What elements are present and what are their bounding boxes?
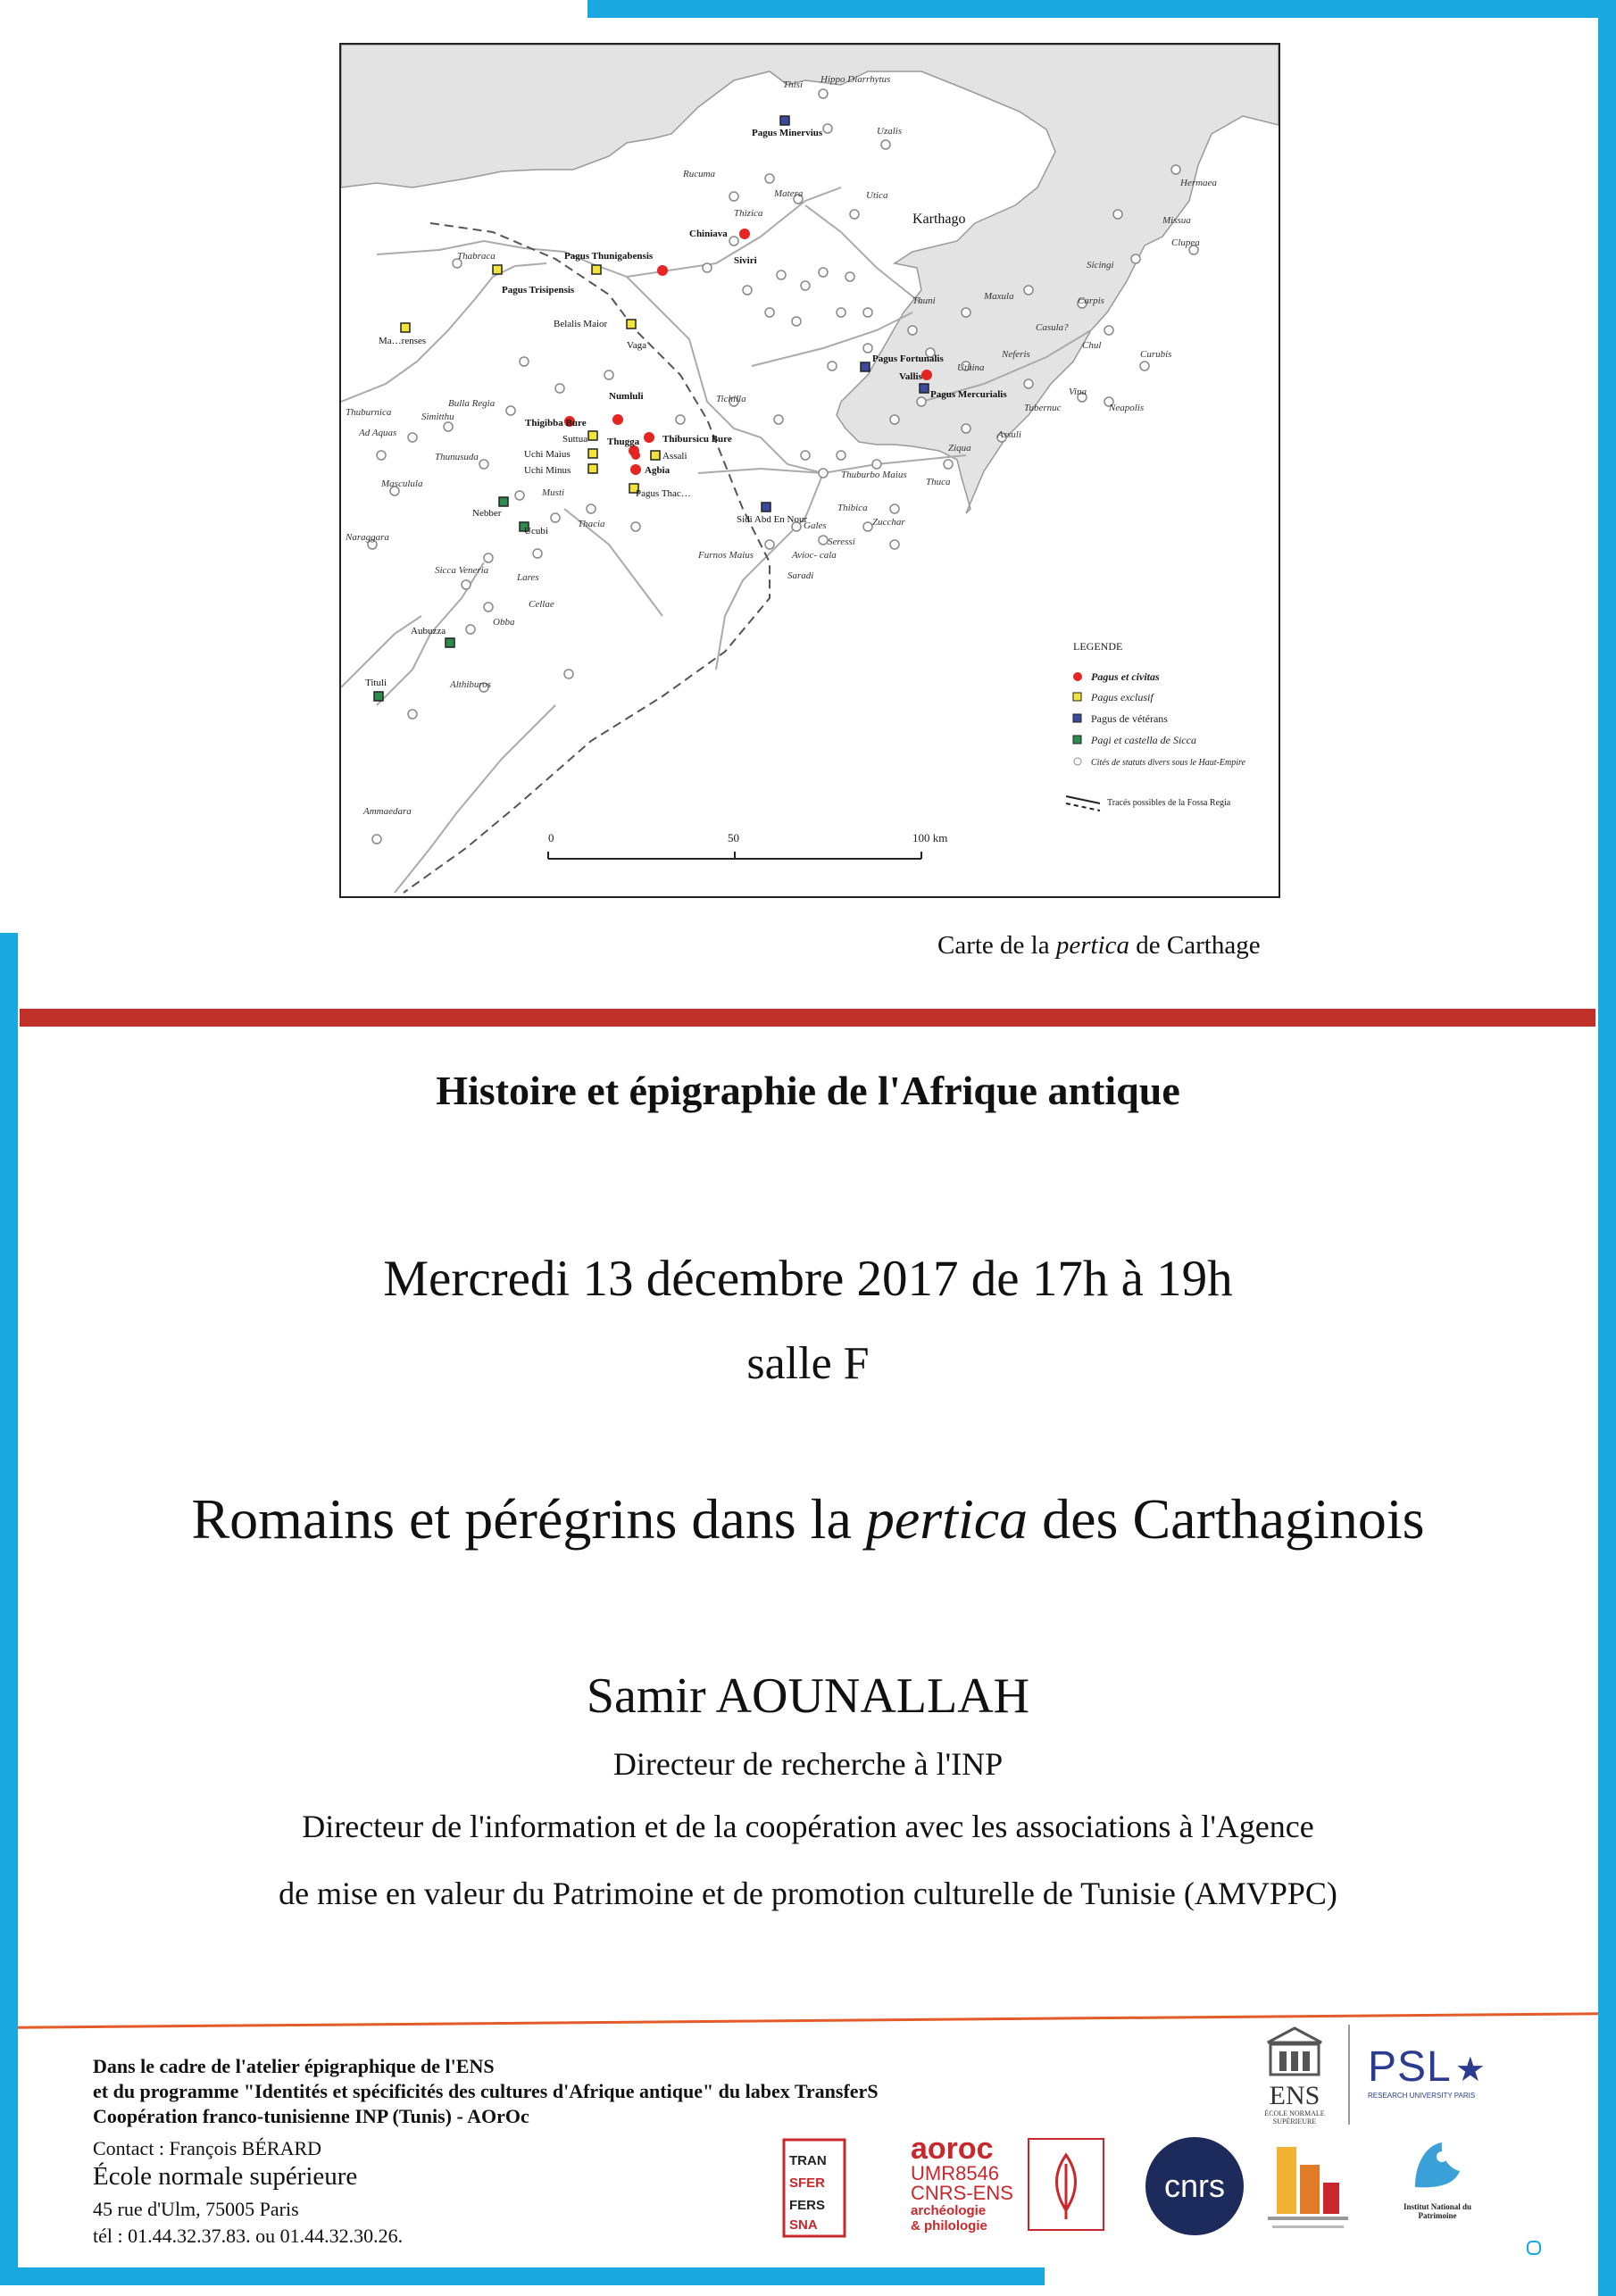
legend-item-4: Cités de statuts divers sous le Haut-Empire	[1091, 758, 1245, 768]
series-title: Histoire et épigraphie de l'Afrique antique	[436, 1068, 1180, 1113]
label-uzalis: Uzalis	[877, 126, 903, 137]
label-gales: Gales	[804, 520, 827, 531]
label-naraggara: Naraggara	[346, 532, 389, 543]
ens-building-icon	[1263, 2025, 1326, 2078]
label-chul: Chul	[1082, 340, 1102, 351]
label-pagus-trisipensis: Pagus Trisipensis	[502, 285, 575, 295]
legend-title: LEGENDE	[1073, 640, 1123, 653]
footer-divider	[18, 2012, 1598, 2028]
label-thabraca: Thabraca	[457, 251, 496, 262]
label-numluli: Numluli	[609, 391, 644, 402]
label-thisi: Thisi	[783, 79, 804, 90]
label-tubernuc: Tubernuc	[1024, 403, 1062, 413]
aoroc-l1: UMR8546	[911, 2162, 1000, 2184]
psl-logo	[1368, 2042, 1502, 2100]
legend-item-2: Pagus de vétérans	[1091, 712, 1168, 725]
label-ammaedara: Ammaedara	[363, 806, 412, 817]
map-caption: Carte de la pertica de Carthage	[937, 931, 1261, 960]
label-ziqua: Ziqua	[948, 443, 971, 453]
label-karthago: Karthago	[912, 212, 966, 227]
label-saradi: Saradi	[787, 570, 814, 581]
cnrs-logo	[1145, 2137, 1244, 2235]
label-hippo: Hippo Diarrhytus	[820, 74, 891, 85]
label-thunusuda: Thunusuda	[435, 452, 479, 462]
aoroc-title: aoroc	[911, 2132, 994, 2166]
speaker-role-2: Directeur de l'information et de la coopération avec les associations à l'Agence	[302, 1809, 1314, 1844]
psl-sub: RESEARCH UNIVERSITY PARIS	[1368, 2092, 1476, 2100]
label-vallis: Vallis	[899, 371, 922, 382]
label-uchi-minus: Uchi Minus	[524, 465, 571, 476]
label-thuburbo: Thuburbo Maius	[841, 470, 907, 480]
label-thuburnica: Thuburnica	[346, 407, 392, 418]
inp-logo	[1384, 2134, 1491, 2241]
ens-logo	[1250, 2025, 1339, 2125]
label-carpis: Carpis	[1078, 295, 1104, 306]
svg-text:SNA: SNA	[789, 2217, 818, 2233]
footer-phone: tél : 01.44.32.37.83. ou 01.44.32.30.26.	[93, 2225, 404, 2247]
label-maxula: Maxula	[984, 291, 1014, 302]
event-room: salle F	[746, 1338, 870, 1389]
heritage-agency-logo	[1250, 2138, 1364, 2238]
label-uchi-maius: Uchi Maius	[524, 449, 571, 460]
speaker-role-3: de mise en valeur du Patrimoine et de promotion culturelle de Tunisie (AMVPPC)	[279, 1876, 1337, 1911]
logo-separator	[1348, 2025, 1350, 2125]
label-chiniava: Chiniava	[689, 229, 728, 239]
label-obba: Obba	[493, 617, 515, 628]
label-pagus-minervius: Pagus Minervius	[752, 128, 823, 138]
label-thacia: Thacia	[578, 519, 605, 529]
label-aubuzza: Aubuzza	[411, 626, 446, 636]
label-thibica: Thibica	[837, 503, 868, 513]
legend-item-1: Pagus exclusif	[1091, 691, 1154, 703]
speaker-name: Samir AOUNALLAH	[586, 1668, 1030, 1724]
label-thuni: Thuni	[912, 295, 936, 306]
label-sicca: Sicca Veneria	[435, 565, 489, 576]
quill-pen-icon	[1027, 2137, 1105, 2232]
label-lares: Lares	[517, 572, 539, 583]
label-zucchar: Zucchar	[872, 517, 905, 528]
transfers-logo	[782, 2138, 846, 2238]
blue-frame-right	[1598, 0, 1616, 2296]
label-seressi: Seressi	[828, 537, 855, 547]
blue-frame-bottom	[0, 2267, 1045, 2285]
aoroc-logo	[911, 2134, 1107, 2239]
svg-text:TRAN: TRAN	[789, 2153, 827, 2168]
label-neapolis: Neapolis	[1109, 403, 1145, 413]
blue-frame-left	[0, 933, 18, 2285]
green-markers	[374, 497, 529, 701]
label-belalis-maior: Belalis Maior	[554, 319, 608, 329]
transfers-mark-icon	[782, 2138, 846, 2238]
corner-dot-icon	[1527, 2241, 1541, 2255]
label-sicingi: Sicingi	[1087, 260, 1114, 270]
event-date: Mercredi 13 décembre 2017 de 17h à 19h	[383, 1251, 1233, 1307]
scale-end: 100 km	[912, 831, 948, 844]
label-pagus-fortunalis: Pagus Fortunalis	[872, 354, 944, 364]
aoroc-l3: archéologie	[911, 2203, 987, 2218]
scale-zero: 0	[548, 831, 554, 844]
label-avioccala: Avioc- cala	[792, 550, 837, 561]
footer-line-3: Coopération franco-tunisienne INP (Tunis) - AOrOc	[93, 2105, 529, 2127]
scale-mid: 50	[728, 831, 739, 844]
legend-item-0: Pagus et civitas	[1091, 670, 1160, 683]
label-ad-aquas: Ad Aquas	[359, 428, 397, 438]
label-suttua: Suttua	[562, 434, 588, 445]
label-rucuma: Rucuma	[683, 169, 716, 179]
svg-text:SFER: SFER	[789, 2175, 826, 2191]
inp-emblem-icon	[1406, 2134, 1469, 2198]
label-pagus-mercurialis: Pagus Mercurialis	[930, 389, 1007, 400]
speaker-role-1: Directeur de recherche à l'INP	[612, 1746, 1004, 1782]
ens-sub1: ÉCOLE NORMALE	[1264, 2109, 1325, 2117]
inp-caption: Institut National du Patrimoine	[1403, 2202, 1472, 2220]
talk-title: Romains et pérégrins dans la pertica des Carthaginois	[191, 1487, 1425, 1551]
label-uthina: Uthina	[957, 362, 985, 373]
label-tituli: Tituli	[365, 678, 387, 688]
aoroc-l4: & philologie	[911, 2218, 987, 2234]
sea-area	[341, 45, 1279, 513]
label-cellae: Cellae	[529, 599, 554, 610]
heritage-arch-icon	[1250, 2138, 1364, 2238]
label-bulla-regia: Bulla Regia	[448, 398, 496, 409]
svg-text:FERS: FERS	[789, 2198, 826, 2213]
aoroc-l2: CNRS-ENS	[911, 2182, 1013, 2204]
label-musti: Musti	[542, 487, 565, 498]
label-thugga: Thugga	[607, 437, 640, 447]
map-svg	[341, 45, 1279, 896]
label-masculula: Masculula	[381, 478, 423, 489]
label-thibursicu: Thibursicu Bure	[662, 434, 732, 445]
label-pagus-thac: Pagus Thac…	[636, 488, 691, 499]
scale-bar	[548, 831, 947, 859]
legend-item-5: Tracés possibles de la Fossa Regia	[1107, 798, 1231, 808]
pertica-map	[339, 43, 1280, 898]
red-divider	[20, 1009, 1595, 1027]
footer-line-1: Dans le cadre de l'atelier épigraphique de l'ENS	[93, 2055, 495, 2077]
label-assali: Assali	[662, 451, 687, 462]
label-neferis: Neferis	[1002, 349, 1030, 360]
footer-address: 45 rue d'Ulm, 75005 Paris	[93, 2198, 299, 2220]
psl-star-icon: ★	[1454, 2051, 1486, 2089]
label-pagus-thunigabensis: Pagus Thunigabensis	[564, 251, 654, 262]
footer-contact: Contact : François BÉRARD	[93, 2137, 322, 2159]
label-thuca: Thuca	[926, 477, 951, 487]
label-agbia: Agbia	[645, 465, 671, 476]
label-furnos-maius: Furnos Maius	[698, 550, 754, 561]
label-siviri: Siviri	[734, 255, 757, 266]
label-utica: Utica	[866, 190, 888, 201]
label-vina: Vina	[1069, 387, 1087, 397]
footer-line-2: et du programme "Identités et spécificités des cultures d'Afrique antique" du labex TransferS	[93, 2080, 879, 2102]
label-tichilla: Tichilla	[716, 394, 746, 404]
cnrs-title: cnrs	[1163, 2167, 1225, 2204]
label-althiburos: Althiburos	[450, 679, 492, 690]
ens-title: ENS	[1269, 2081, 1320, 2110]
label-sidi-abd: Sidi Abd En Nour	[737, 514, 808, 525]
psl-title: PSL	[1368, 2043, 1452, 2091]
label-hermaea: Hermaea	[1180, 178, 1217, 188]
label-matera: Matera	[774, 188, 804, 199]
label-simitthu: Simitthu	[421, 412, 454, 422]
footer-school: École normale supérieure	[93, 2162, 358, 2191]
label-missua: Missua	[1162, 215, 1191, 226]
legend-item-3: Pagi et castella de Sicca	[1091, 734, 1196, 746]
label-ma-renses: Ma…renses	[379, 336, 427, 346]
label-thizica: Thizica	[734, 208, 763, 219]
label-nebber: Nebber	[472, 508, 502, 519]
label-clupea: Clupea	[1171, 237, 1200, 248]
blue-frame-top	[587, 0, 1616, 18]
label-curubis: Curubis	[1140, 349, 1172, 360]
map-legend	[1066, 640, 1246, 811]
label-thigibba: Thigibba Bure	[525, 418, 587, 428]
label-assuli: Assuli	[997, 429, 1021, 440]
label-vaga: Vaga	[627, 340, 646, 351]
label-ucubi: Ucubi	[524, 526, 548, 537]
label-casula: Casula?	[1036, 322, 1069, 333]
ens-sub2: SUPÉRIEURE	[1272, 2117, 1317, 2125]
